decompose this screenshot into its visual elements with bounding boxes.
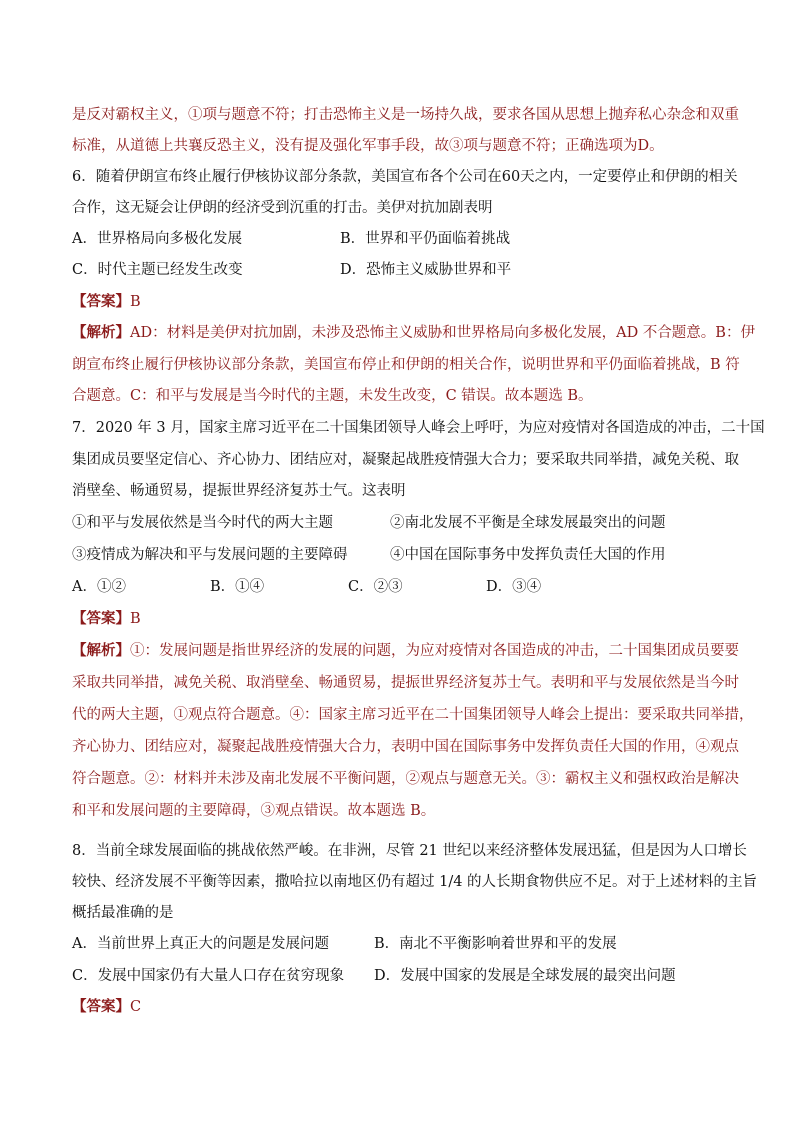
prev-analysis-line: 是反对霸权主义，①项与题意不符；打击恐怖主义是一场持久战，要求各国从思想上抛弃私心杂念和双重	[72, 107, 739, 123]
q7-analysis-line: 采取共同举措，减免关税、取消壁垒、畅通贸易，提振世界经济复苏士气。表明和平与发展依然是当今时	[72, 675, 739, 691]
q8-options-row2	[72, 966, 728, 986]
q7-analysis-line: 和平和发展问题的主要障碍，③观点错误。故本题选 B。	[72, 803, 436, 819]
q6-option-c: C．时代主题已经发生改变	[72, 262, 243, 278]
answer-value: B	[130, 611, 141, 627]
q6-option-d: D．恐怖主义威胁世界和平	[340, 262, 512, 278]
q7-items-row1	[72, 513, 728, 533]
q7-analysis-line: 代的两大主题，①观点符合题意。④：国家主席习近平在二十国集团领导人峰会上提出：要采取共同举措，	[72, 707, 754, 723]
q8-answer	[72, 997, 728, 1017]
q8-options-row1	[72, 934, 728, 954]
q8-option-a: A．当前世界上真正大的问题是发展问题	[72, 936, 329, 952]
answer-tag: 【答案】	[72, 293, 130, 310]
q6-option-a: A．世界格局向多极化发展	[72, 231, 242, 247]
q6-analysis-line: 合题意。C：和平与发展是当今时代的主题，未发生改变，C 错误。故本题选 B。	[72, 388, 593, 404]
q6-stem: 6．随着伊朗宣布终止履行伊核协议部分条款，美国宣布各个公司在60天之内，一定要停止和伊朗的相关	[72, 169, 738, 185]
q6-analysis: 【解析】AD：材料是美伊对抗加剧，未涉及恐怖主义威胁和世界格局向多极化发展，AD 不合题意。B：伊	[72, 324, 755, 341]
q8-stem: 较快、经济发展不平衡等因素，撒哈拉以南地区仍有超过 1/4 的人长期食物供应不足。对于上述材料的主旨	[72, 874, 758, 890]
q8-option-c: C．发展中国家仍有大量人口存在贫穷现象	[72, 968, 345, 984]
q7-analysis-line: 符合题意。②：材料并未涉及南北发展不平衡问题，②观点与题意无关。③：霸权主义和强权政治是解决	[72, 771, 739, 787]
analysis-tag: 【解析】	[72, 324, 130, 341]
q7-option-d: D．③④	[486, 579, 542, 595]
q7-stem: 消壁垒、畅通贸易，提振世界经济复苏士气。这表明	[72, 483, 406, 499]
q7-answer	[72, 609, 728, 629]
q6-options-row2	[72, 260, 728, 280]
prev-analysis-line: 标准，从道德上共襄反恐主义，没有提及强化军事手段，故③项与题意不符；正确选项为D。	[72, 138, 664, 154]
q7-item-4: ④中国在国际事务中发挥负责任大国的作用	[390, 547, 666, 563]
answer-tag: 【答案】	[72, 610, 130, 627]
q7-option-c: C．②③	[348, 579, 403, 595]
q7-items-row2	[72, 545, 728, 565]
q7-option-a: A．①②	[72, 579, 126, 595]
q8-option-d: D．发展中国家的发展是全球发展的最突出问题	[374, 968, 676, 984]
q7-item-3: ③疫情成为解决和平与发展问题的主要障碍	[72, 547, 348, 563]
q7-stem: 7．2020 年 3 月，国家主席习近平在二十国集团领导人峰会上呼吁，为应对疫情对各国造成的冲击，二十国	[72, 420, 765, 436]
answer-value: B	[130, 294, 141, 310]
q8-stem: 8．当前全球发展面临的挑战依然严峻。在非洲，尽管 21 世纪以来经济整体发展迅猛，但是因为人口增长	[72, 843, 747, 859]
analysis-tag: 【解析】	[72, 642, 130, 659]
q6-option-b: B．世界和平仍面临着挑战	[340, 231, 511, 247]
q8-stem: 概括最准确的是	[72, 905, 174, 921]
q7-option-b: B．①④	[210, 579, 265, 595]
q6-options-row1	[72, 229, 728, 249]
q6-stem: 合作，这无疑会让伊朗的经济受到沉重的打击。美伊对抗加剧表明	[72, 200, 493, 216]
q7-stem: 集团成员要坚定信心、齐心协力、团结应对，凝聚起战胜疫情强大合力；要采取共同举措，减免关税、取	[72, 452, 739, 468]
q8-option-b: B．南北不平衡影响着世界和平的发展	[374, 936, 617, 952]
q6-answer	[72, 292, 728, 312]
q7-analysis: 【解析】①：发展问题是指世界经济的发展的问题，为应对疫情对各国造成的冲击，二十国集团成员要要	[72, 642, 739, 659]
q7-analysis-line: 齐心协力、团结应对，凝聚起战胜疫情强大合力，表明中国在国际事务中发挥负责任大国的作用，④观点	[72, 739, 739, 755]
q7-options	[72, 577, 728, 597]
q7-item-2: ②南北发展不平衡是全球发展最突出的问题	[390, 515, 666, 531]
answer-value: C	[130, 999, 142, 1015]
q7-item-1: ①和平与发展依然是当今时代的两大主题	[72, 515, 333, 531]
q6-analysis-line: 朗宣布终止履行伊核协议部分条款，美国宣布停止和伊朗的相关合作，说明世界和平仍面临着挑战，B 符	[72, 357, 740, 373]
answer-tag: 【答案】	[72, 998, 130, 1015]
